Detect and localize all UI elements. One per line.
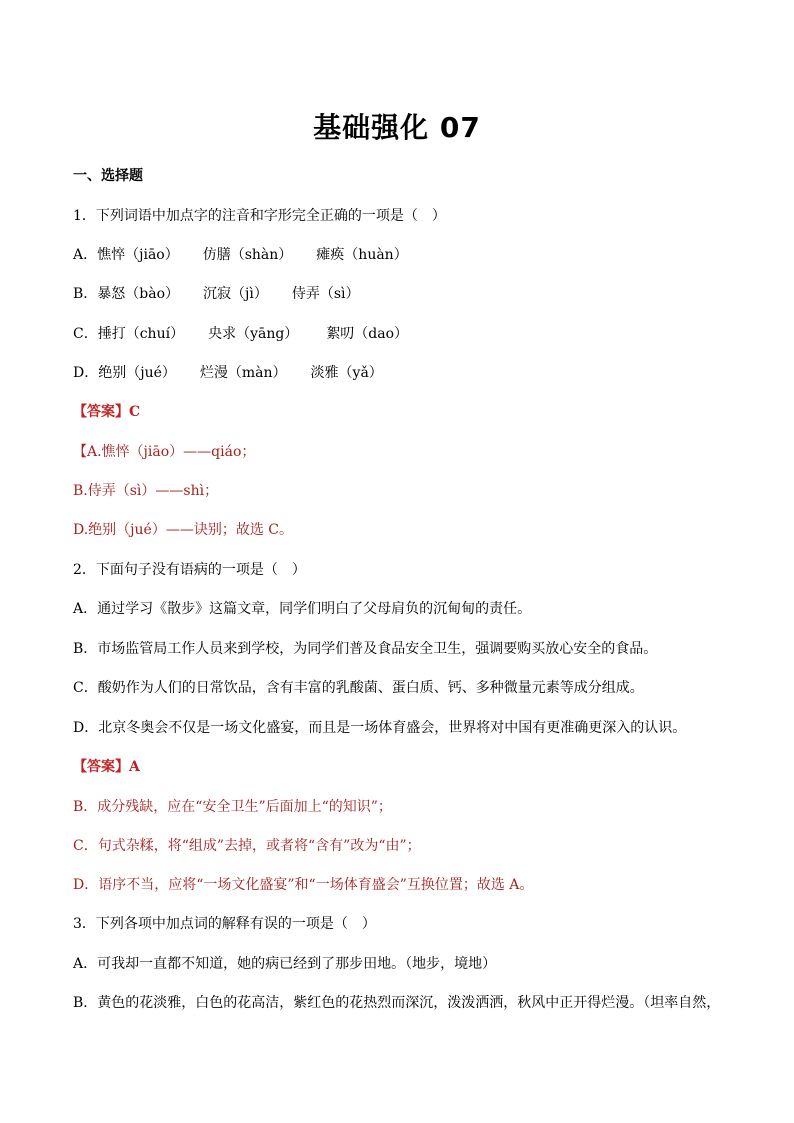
option-item: 捶打（chuí）	[97, 326, 185, 342]
question-3-option-b: B．黄色的花淡雅，白色的花高洁，紫红色的花热烈而深沉，泼泼洒洒，秋风中正开得烂漫。（坦率自然，	[73, 995, 721, 1011]
question-2-explanation: D．语序不当，应将“一场文化盛宴”和“一场体育盛会”互换位置；故选 A。	[73, 877, 534, 893]
option-item: 沉寂（jì）	[203, 286, 268, 302]
option-item: 央求（yāng）	[208, 326, 299, 342]
section-heading: 一、选择题	[73, 168, 143, 184]
question-2-answer: 【答案】A	[73, 759, 140, 775]
question-2-explanation: B．成分残缺，应在“安全卫生”后面加上“的知识”；	[73, 799, 392, 815]
question-1-answer: 【答案】C	[73, 404, 141, 420]
option-item: 憔悴（jiāo）	[97, 247, 179, 263]
option-label: D．	[73, 365, 99, 381]
option-label: C．	[73, 326, 98, 342]
option-item: 絮叨（dao）	[326, 326, 409, 342]
question-1-option-a	[73, 245, 754, 265]
question-1-stem: 1．下列词语中加点字的注音和字形完全正确的一项是（ ）	[73, 208, 446, 224]
question-2-option-d: D．北京冬奥会不仅是一场文化盛宴，而且是一场体育盛会，世界将对中国有更准确更深入的认识。	[73, 720, 687, 736]
question-2-option-c: C．酸奶作为人们的日常饮品，含有丰富的乳酸菌、蛋白质、钙、多种微量元素等成分组成。	[73, 680, 644, 696]
option-label: B．	[73, 286, 98, 302]
option-item: 暴怒（bào）	[97, 286, 180, 302]
question-1-explanation: 【A.憔悴（jiāo）——qiáo；	[73, 444, 256, 460]
option-label: A．	[73, 247, 98, 263]
question-1-option-c	[73, 324, 754, 344]
option-item: 仿膳（shàn）	[202, 247, 293, 263]
option-item: 烂漫（màn）	[199, 365, 287, 381]
question-1-option-b	[73, 284, 754, 304]
page-title: 基础强化 07	[313, 111, 481, 144]
question-3-option-a: A．可我却一直都不知道，她的病已经到了那步田地。（地步，境地）	[73, 956, 497, 972]
question-2-stem: 2．下面句子没有语病的一项是（ ）	[73, 562, 306, 578]
question-2-option-a: A．通过学习《散步》这篇文章，同学们明白了父母肩负的沉甸甸的责任。	[73, 601, 532, 617]
option-item: 绝别（jué）	[98, 365, 176, 381]
question-2-explanation: C．句式杂糅，将“组成”去掉，或者将“含有”改为“由”；	[73, 838, 421, 854]
question-3-stem: 3．下列各项中加点词的解释有误的一项是（ ）	[73, 916, 376, 932]
question-1-explanation: B.侍弄（sì）——shì；	[73, 483, 219, 499]
question-2-option-b: B．市场监管局工作人员来到学校，为同学们普及食品安全卫生，强调要购买放心安全的食品。	[73, 641, 658, 657]
question-1-explanation: D.绝别（jué）——诀别；故选 C。	[73, 522, 293, 538]
question-1-option-d	[73, 363, 754, 383]
option-item: 侍弄（sì）	[291, 286, 360, 302]
option-item: 瘫痪（huàn）	[316, 247, 408, 263]
option-item: 淡雅（yǎ）	[310, 365, 383, 381]
